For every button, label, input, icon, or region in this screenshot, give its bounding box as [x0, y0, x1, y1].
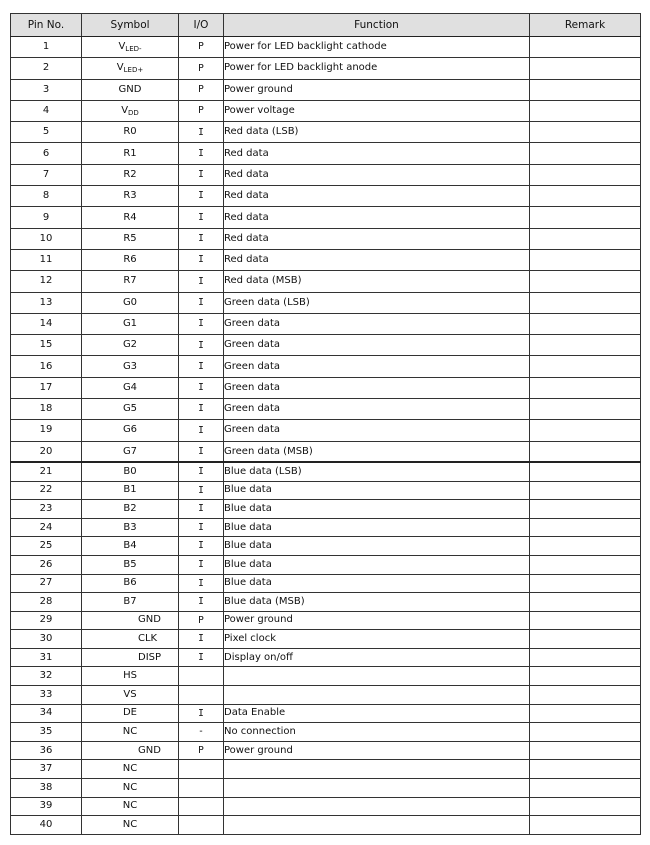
function-cell: Red data (MSB)	[224, 271, 530, 292]
table-row	[11, 686, 641, 705]
table-row	[11, 164, 641, 185]
pin-number-cell: 4	[11, 100, 82, 121]
function-cell: Red data	[224, 249, 530, 270]
function-cell: Power for LED backlight anode	[224, 58, 530, 79]
symbol-text: DE	[122, 707, 138, 719]
remark-cell	[530, 100, 641, 121]
table-row	[11, 207, 641, 228]
function-cell	[224, 816, 530, 835]
function-cell: Power for LED backlight cathode	[224, 37, 530, 58]
function-cell: Power ground	[224, 79, 530, 100]
symbol-cell	[82, 100, 179, 121]
symbol-cell	[82, 143, 179, 164]
symbol-text: B2	[123, 502, 137, 514]
table-header	[11, 14, 641, 37]
io-cell: P	[179, 741, 224, 760]
remark-cell	[530, 797, 641, 816]
remark-cell	[530, 356, 641, 377]
table-row	[11, 704, 641, 723]
table-body-pins-21-40	[11, 462, 641, 834]
pin-number-cell: 39	[11, 797, 82, 816]
symbol-text: G4	[122, 381, 138, 393]
remark-cell	[530, 537, 641, 556]
pin-number-cell: 17	[11, 377, 82, 398]
symbol-cell	[82, 207, 179, 228]
pin-number-cell: 8	[11, 186, 82, 207]
symbol-text: NC	[122, 726, 138, 738]
pin-number-cell: 6	[11, 143, 82, 164]
remark-cell	[530, 377, 641, 398]
table-row	[11, 249, 641, 270]
symbol-cell	[82, 79, 179, 100]
pin-number-cell: 25	[11, 537, 82, 556]
pin-number-cell: 14	[11, 313, 82, 334]
remark-cell	[530, 271, 641, 292]
io-cell: P	[179, 37, 224, 58]
symbol-text: B3	[123, 521, 137, 533]
remark-cell	[530, 186, 641, 207]
symbol-text: R1	[123, 147, 137, 159]
pin-number-cell: 7	[11, 164, 82, 185]
remark-cell	[530, 313, 641, 334]
table-row	[11, 611, 641, 630]
io-cell: I	[179, 377, 224, 398]
table-row	[11, 816, 641, 835]
function-cell	[224, 686, 530, 705]
remark-cell	[530, 164, 641, 185]
remark-cell	[530, 481, 641, 500]
symbol-text: B0	[123, 465, 137, 477]
function-cell: Display on/off	[224, 648, 530, 667]
pin-number-cell: 12	[11, 271, 82, 292]
pin-number-cell: 19	[11, 420, 82, 441]
io-cell: I	[179, 335, 224, 356]
io-cell	[179, 760, 224, 779]
symbol-text: G3	[122, 360, 138, 372]
io-cell	[179, 779, 224, 798]
header-symbol: Symbol	[82, 14, 179, 37]
function-cell: Red data	[224, 186, 530, 207]
symbol-text: R2	[123, 168, 137, 180]
table-row	[11, 648, 641, 667]
function-cell: Data Enable	[224, 704, 530, 723]
symbol-text: R6	[123, 254, 137, 266]
function-cell: Power voltage	[224, 100, 530, 121]
io-cell	[179, 686, 224, 705]
function-cell: Blue data	[224, 518, 530, 537]
function-cell: Blue data	[224, 500, 530, 519]
pin-number-cell: 20	[11, 441, 82, 462]
header-pin-no: Pin No.	[11, 14, 82, 37]
pin-number-cell: 35	[11, 723, 82, 742]
symbol-subscript: LED-	[125, 44, 142, 53]
remark-cell	[530, 741, 641, 760]
table-row	[11, 593, 641, 612]
remark-cell	[530, 441, 641, 462]
function-cell: Blue data (LSB)	[224, 462, 530, 481]
table-row	[11, 723, 641, 742]
remark-cell	[530, 143, 641, 164]
function-cell	[224, 797, 530, 816]
function-cell: Blue data	[224, 537, 530, 556]
function-cell: Blue data (MSB)	[224, 593, 530, 612]
symbol-cell	[82, 797, 179, 816]
symbol-cell	[82, 704, 179, 723]
pin-number-cell: 2	[11, 58, 82, 79]
table-row	[11, 760, 641, 779]
remark-cell	[530, 779, 641, 798]
function-cell: Power ground	[224, 611, 530, 630]
remark-cell	[530, 58, 641, 79]
symbol-subscript: LED+	[123, 65, 144, 74]
function-cell: Power ground	[224, 741, 530, 760]
remark-cell	[530, 399, 641, 420]
table-row	[11, 37, 641, 58]
io-cell	[179, 667, 224, 686]
symbol-cell	[82, 686, 179, 705]
function-cell: Green data (MSB)	[224, 441, 530, 462]
pin-number-cell: 40	[11, 816, 82, 835]
pin-number-cell: 31	[11, 648, 82, 667]
io-cell: I	[179, 537, 224, 556]
pin-number-cell: 38	[11, 779, 82, 798]
symbol-cell	[82, 228, 179, 249]
symbol-text: G0	[122, 296, 138, 308]
io-cell: P	[179, 58, 224, 79]
remark-cell	[530, 648, 641, 667]
io-cell: I	[179, 186, 224, 207]
table-row	[11, 79, 641, 100]
io-cell	[179, 797, 224, 816]
symbol-text: R0	[123, 126, 137, 138]
symbol-text: B6	[123, 577, 137, 589]
pin-number-cell: 33	[11, 686, 82, 705]
symbol-text: V	[118, 40, 126, 52]
io-cell: I	[179, 441, 224, 462]
function-cell: Green data	[224, 356, 530, 377]
table-row	[11, 122, 641, 143]
table-row	[11, 143, 641, 164]
pin-number-cell: 29	[11, 611, 82, 630]
symbol-cell	[82, 816, 179, 835]
io-cell: I	[179, 249, 224, 270]
pin-number-cell: 36	[11, 741, 82, 760]
table-body-pins-1-20	[11, 37, 641, 463]
pin-number-cell: 22	[11, 481, 82, 500]
io-cell: I	[179, 356, 224, 377]
table-row	[11, 667, 641, 686]
io-cell: I	[179, 143, 224, 164]
io-cell: I	[179, 420, 224, 441]
symbol-cell	[82, 760, 179, 779]
symbol-text: B7	[123, 595, 137, 607]
symbol-text: R3	[123, 190, 137, 202]
symbol-cell	[82, 667, 179, 686]
remark-cell	[530, 704, 641, 723]
function-cell: Red data	[224, 164, 530, 185]
remark-cell	[530, 760, 641, 779]
symbol-text: DISP	[138, 651, 162, 663]
pin-number-cell: 32	[11, 667, 82, 686]
symbol-text: GND	[118, 83, 142, 95]
remark-cell	[530, 462, 641, 481]
table-row	[11, 420, 641, 441]
table-row	[11, 500, 641, 519]
symbol-text: R7	[123, 275, 137, 287]
pin-number-cell: 30	[11, 630, 82, 649]
symbol-text: GND	[138, 744, 161, 756]
table-row	[11, 537, 641, 556]
io-cell: I	[179, 228, 224, 249]
io-cell: I	[179, 164, 224, 185]
symbol-text: NC	[122, 819, 138, 831]
table-row	[11, 271, 641, 292]
symbol-text: NC	[122, 781, 138, 793]
remark-cell	[530, 500, 641, 519]
pin-number-cell: 11	[11, 249, 82, 270]
pin-number-cell: 15	[11, 335, 82, 356]
remark-cell	[530, 593, 641, 612]
remark-cell	[530, 37, 641, 58]
symbol-cell	[82, 518, 179, 537]
symbol-text: NC	[122, 763, 138, 775]
table-row	[11, 779, 641, 798]
function-cell: Red data	[224, 207, 530, 228]
symbol-text: B5	[123, 558, 137, 570]
symbol-cell	[82, 593, 179, 612]
symbol-text: GND	[138, 614, 161, 626]
symbol-cell	[82, 779, 179, 798]
symbol-text: CLK	[138, 633, 158, 645]
function-cell: Green data (LSB)	[224, 292, 530, 313]
symbol-cell	[82, 481, 179, 500]
remark-cell	[530, 292, 641, 313]
io-cell: I	[179, 648, 224, 667]
pin-number-cell: 28	[11, 593, 82, 612]
table-row	[11, 481, 641, 500]
function-cell: Red data (LSB)	[224, 122, 530, 143]
symbol-cell	[82, 611, 179, 630]
pin-number-cell: 16	[11, 356, 82, 377]
remark-cell	[530, 555, 641, 574]
pin-assignment-table	[10, 13, 641, 835]
table-row	[11, 462, 641, 481]
remark-cell	[530, 420, 641, 441]
remark-cell	[530, 816, 641, 835]
remark-cell	[530, 207, 641, 228]
pin-number-cell: 18	[11, 399, 82, 420]
pin-number-cell: 21	[11, 462, 82, 481]
pin-number-cell: 37	[11, 760, 82, 779]
symbol-cell	[82, 441, 179, 462]
symbol-text: V	[116, 61, 124, 73]
io-cell: I	[179, 481, 224, 500]
symbol-cell	[82, 186, 179, 207]
symbol-text: V	[121, 104, 129, 116]
io-cell: P	[179, 100, 224, 121]
header-function: Function	[224, 14, 530, 37]
pin-number-cell: 13	[11, 292, 82, 313]
io-cell: I	[179, 500, 224, 519]
function-cell: Blue data	[224, 481, 530, 500]
header-io: I/O	[179, 14, 224, 37]
symbol-cell	[82, 37, 179, 58]
remark-cell	[530, 79, 641, 100]
io-cell: I	[179, 313, 224, 334]
function-cell: Green data	[224, 335, 530, 356]
table-row	[11, 313, 641, 334]
pin-number-cell: 10	[11, 228, 82, 249]
symbol-cell	[82, 249, 179, 270]
symbol-cell	[82, 271, 179, 292]
symbol-cell	[82, 313, 179, 334]
table-row	[11, 228, 641, 249]
remark-cell	[530, 667, 641, 686]
symbol-text: HS	[123, 670, 137, 682]
function-cell: Pixel clock	[224, 630, 530, 649]
table-row	[11, 518, 641, 537]
symbol-text: G5	[122, 403, 138, 415]
header-remark: Remark	[530, 14, 641, 37]
table-row	[11, 58, 641, 79]
symbol-cell	[82, 741, 179, 760]
pin-number-cell: 34	[11, 704, 82, 723]
io-cell: I	[179, 630, 224, 649]
symbol-cell	[82, 399, 179, 420]
function-cell: Green data	[224, 377, 530, 398]
pin-number-cell: 23	[11, 500, 82, 519]
table-row	[11, 292, 641, 313]
pin-number-cell: 26	[11, 555, 82, 574]
remark-cell	[530, 574, 641, 593]
io-cell: I	[179, 518, 224, 537]
symbol-cell	[82, 164, 179, 185]
pin-number-cell: 24	[11, 518, 82, 537]
symbol-text: B4	[123, 540, 137, 552]
symbol-text: R4	[123, 211, 137, 223]
table-row	[11, 555, 641, 574]
symbol-cell	[82, 500, 179, 519]
io-cell: I	[179, 704, 224, 723]
remark-cell	[530, 518, 641, 537]
symbol-text: G6	[122, 424, 138, 436]
pin-number-cell: 3	[11, 79, 82, 100]
table-row	[11, 335, 641, 356]
function-cell: No connection	[224, 723, 530, 742]
function-cell: Blue data	[224, 555, 530, 574]
function-cell: Green data	[224, 313, 530, 334]
remark-cell	[530, 228, 641, 249]
table-row	[11, 399, 641, 420]
io-cell: I	[179, 593, 224, 612]
symbol-cell	[82, 574, 179, 593]
table-row	[11, 741, 641, 760]
io-cell: I	[179, 574, 224, 593]
remark-cell	[530, 630, 641, 649]
remark-cell	[530, 122, 641, 143]
remark-cell	[530, 723, 641, 742]
pin-number-cell: 27	[11, 574, 82, 593]
table-row	[11, 186, 641, 207]
table-row	[11, 574, 641, 593]
function-cell: Green data	[224, 399, 530, 420]
remark-cell	[530, 611, 641, 630]
symbol-cell	[82, 377, 179, 398]
io-cell: P	[179, 79, 224, 100]
io-cell: I	[179, 399, 224, 420]
function-cell	[224, 667, 530, 686]
io-cell: -	[179, 723, 224, 742]
table-row	[11, 356, 641, 377]
function-cell: Red data	[224, 143, 530, 164]
symbol-cell	[82, 462, 179, 481]
symbol-cell	[82, 292, 179, 313]
table-row	[11, 441, 641, 462]
function-cell: Blue data	[224, 574, 530, 593]
io-cell: I	[179, 292, 224, 313]
symbol-cell	[82, 537, 179, 556]
io-cell	[179, 816, 224, 835]
function-cell: Green data	[224, 420, 530, 441]
io-cell: I	[179, 122, 224, 143]
symbol-cell	[82, 356, 179, 377]
symbol-cell	[82, 122, 179, 143]
pin-number-cell: 9	[11, 207, 82, 228]
symbol-text: G7	[122, 445, 138, 457]
remark-cell	[530, 335, 641, 356]
io-cell: P	[179, 611, 224, 630]
symbol-subscript: DD	[128, 108, 139, 117]
symbol-cell	[82, 58, 179, 79]
pin-number-cell: 5	[11, 122, 82, 143]
symbol-text: VS	[123, 688, 137, 700]
io-cell: I	[179, 555, 224, 574]
remark-cell	[530, 686, 641, 705]
symbol-cell	[82, 723, 179, 742]
io-cell: I	[179, 462, 224, 481]
pin-number-cell: 1	[11, 37, 82, 58]
table-row	[11, 630, 641, 649]
symbol-text: B1	[123, 484, 137, 496]
symbol-text: G1	[122, 318, 138, 329]
symbol-cell	[82, 630, 179, 649]
table-row	[11, 100, 641, 121]
table-row	[11, 377, 641, 398]
symbol-cell	[82, 335, 179, 356]
io-cell: I	[179, 207, 224, 228]
io-cell: I	[179, 271, 224, 292]
function-cell: Red data	[224, 228, 530, 249]
symbol-text: NC	[122, 800, 138, 812]
remark-cell	[530, 249, 641, 270]
symbol-cell	[82, 555, 179, 574]
symbol-text: G2	[122, 339, 138, 351]
symbol-cell	[82, 420, 179, 441]
function-cell	[224, 779, 530, 798]
symbol-text: R5	[123, 232, 137, 244]
symbol-cell	[82, 648, 179, 667]
table-row	[11, 797, 641, 816]
function-cell	[224, 760, 530, 779]
